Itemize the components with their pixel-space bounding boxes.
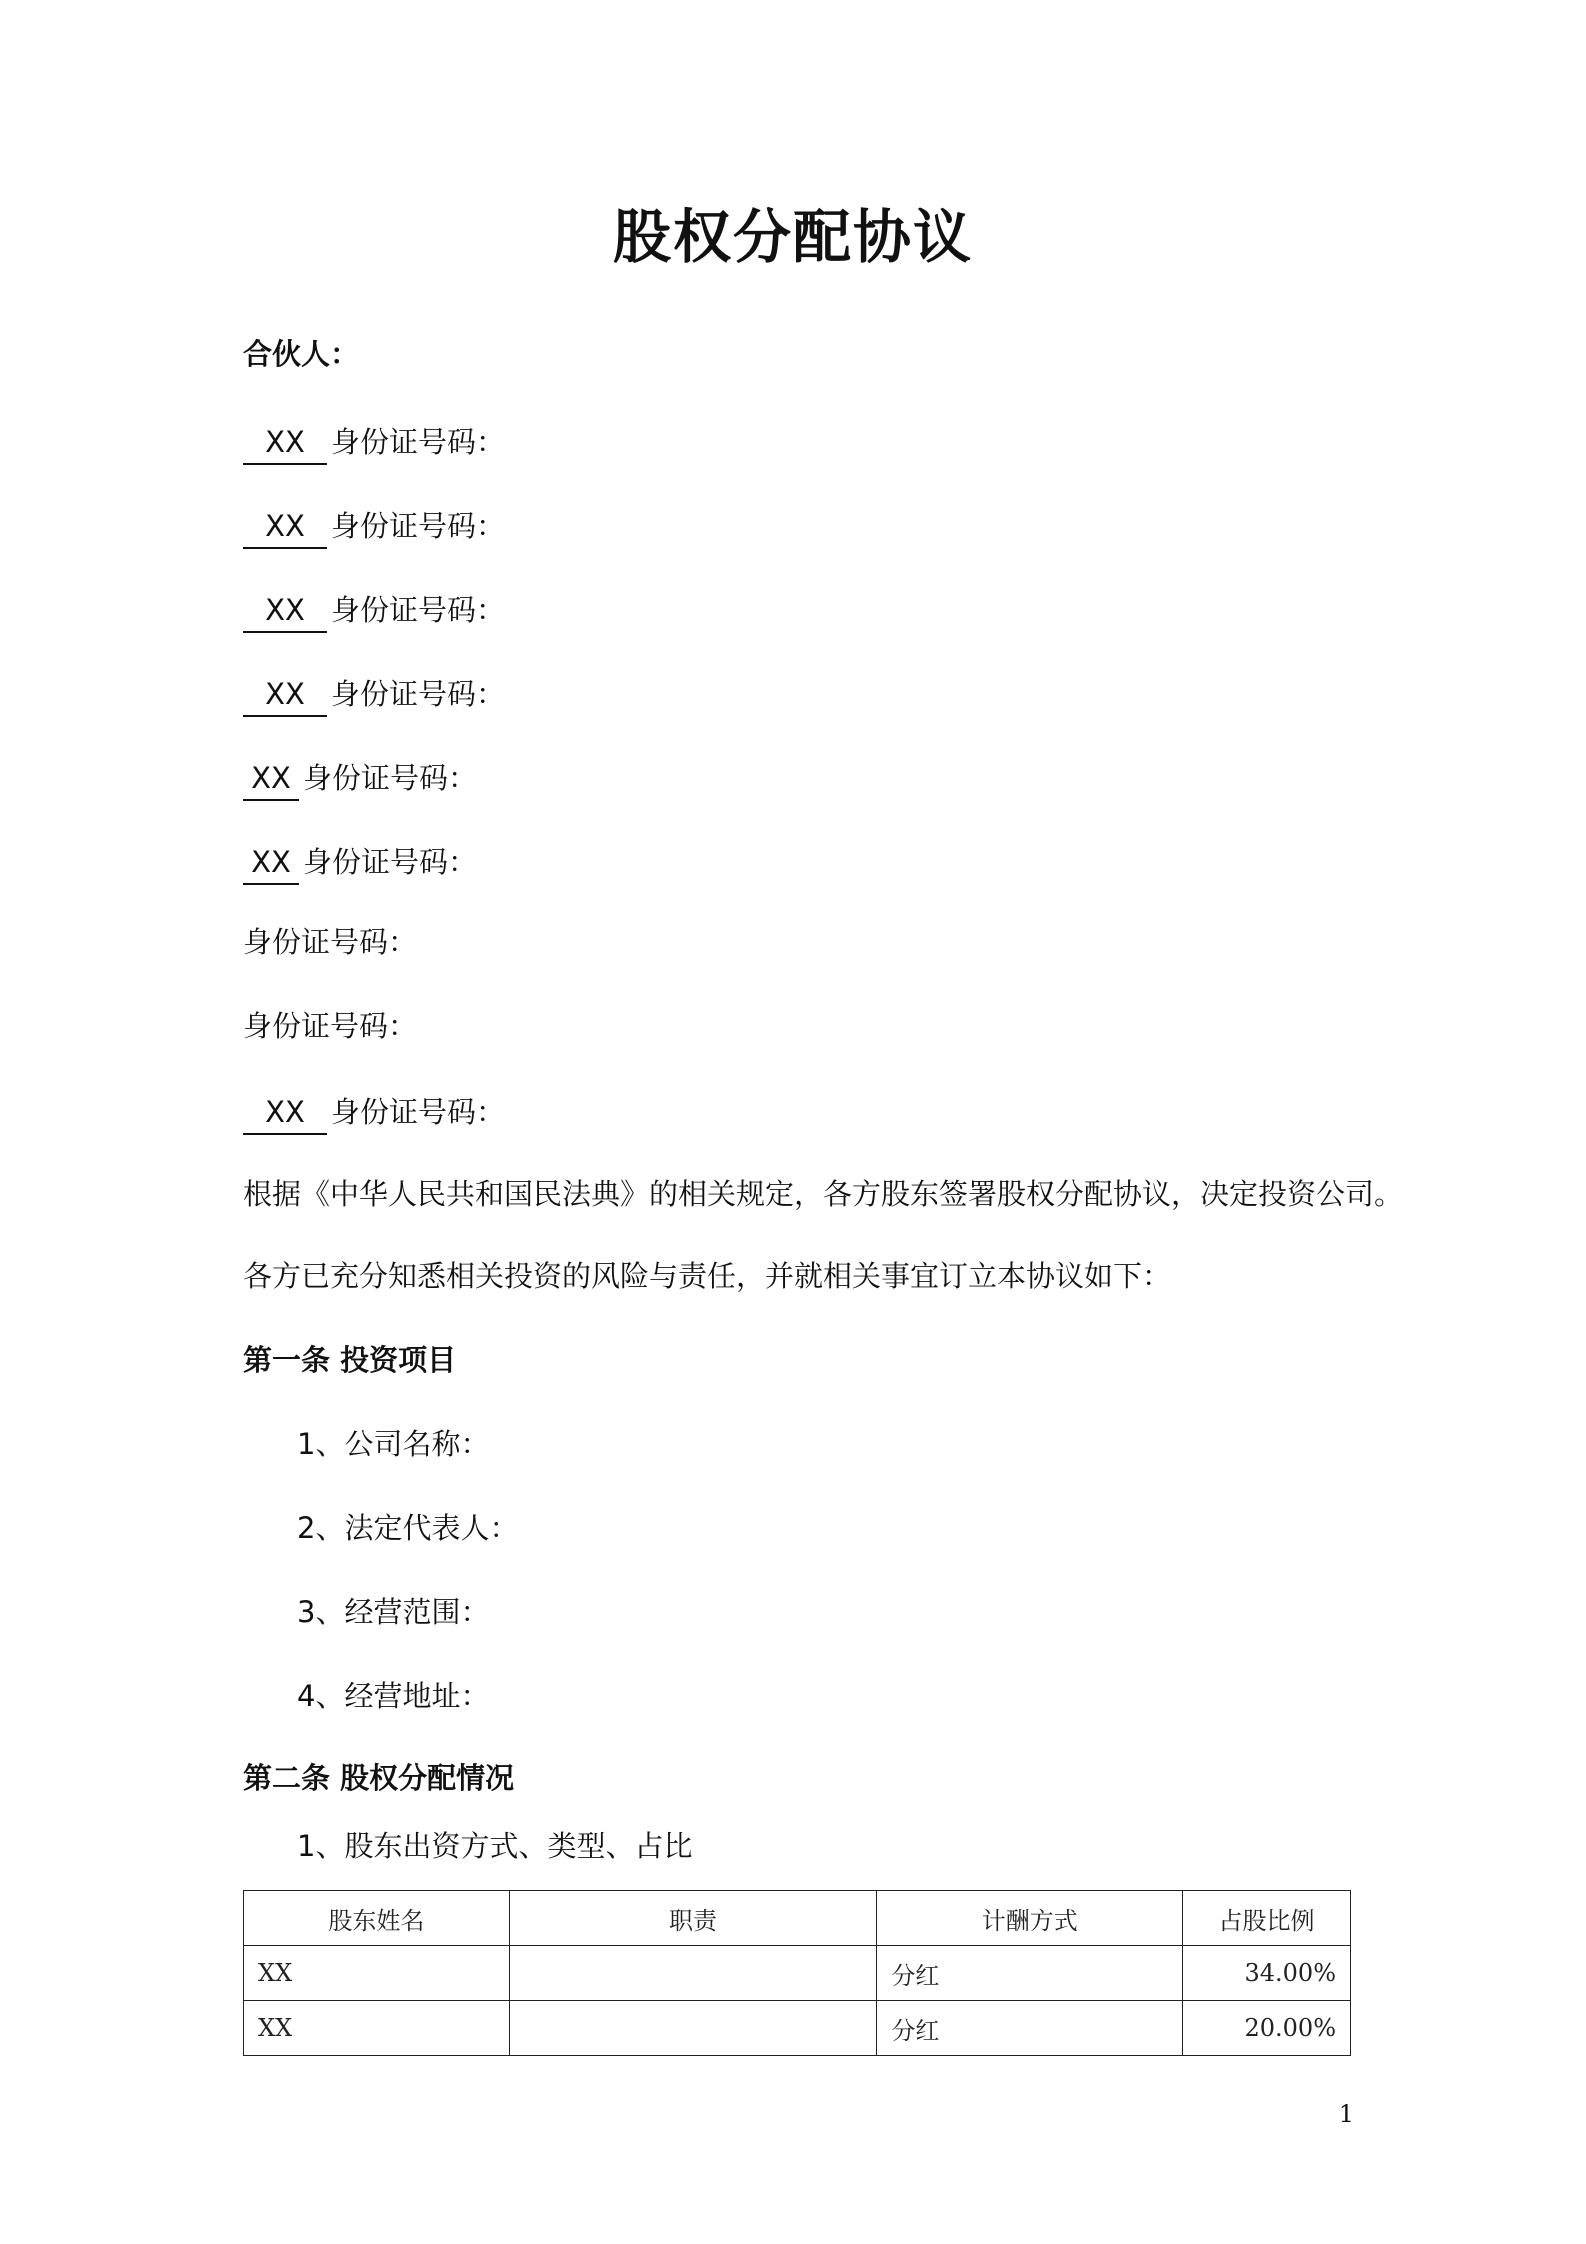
partner-line [243,761,478,801]
id-label: 身份证号码： [331,509,506,543]
partner-name: XX [243,1098,327,1135]
article-item: 3、经营范围： [297,1595,490,1629]
share-ratio-cell: 20.00% [1183,2001,1351,2056]
intro-paragraph: 根据《中华人民共和国民法典》的相关规定，各方股东签署股权分配协议，决定投资公司。 [243,1177,1404,1211]
table-row [244,1946,1351,2001]
partner-line [243,845,478,885]
partner-name: XX [243,848,299,885]
column-header: 占股比例 [1183,1891,1351,1946]
compensation-cell: 分红 [877,2001,1183,2056]
column-header: 计酬方式 [877,1891,1183,1946]
compensation-cell: 分红 [877,1946,1183,2001]
id-label: 身份证号码： [331,1095,506,1129]
article-item: 4、经营地址： [297,1679,490,1713]
partner-name: XX [243,428,327,465]
article-item: 2、法定代表人： [297,1511,519,1545]
table-header-row [244,1891,1351,1946]
article-item: 1、公司名称： [297,1427,490,1461]
id-label: 身份证号码： [243,1009,418,1043]
article-subheading: 1、股东出资方式、类型、占比 [297,1829,693,1863]
partner-name: XX [243,596,327,633]
column-header: 职责 [509,1891,877,1946]
partner-name: XX [243,512,327,549]
shareholder-name-cell: XX [244,1946,510,2001]
shareholder-name-cell: XX [244,2001,510,2056]
duty-cell [509,1946,877,2001]
partner-line [243,1095,506,1135]
article-heading: 第一条 投资项目 [243,1343,457,1377]
share-ratio-cell: 34.00% [1183,1946,1351,2001]
partner-line [243,425,506,465]
document-title: 股权分配协议 [612,203,973,271]
id-label: 身份证号码： [331,425,506,459]
page-number: 1 [1338,2100,1354,2128]
equity-table [243,1890,1351,2056]
id-label: 身份证号码： [331,593,506,627]
partner-line [243,593,506,633]
article-heading: 第二条 股权分配情况 [243,1761,515,1795]
partners-label: 合伙人： [243,337,360,371]
partner-line [243,509,506,549]
column-header: 股东姓名 [244,1891,510,1946]
partner-name: XX [243,680,327,717]
id-label: 身份证号码： [331,677,506,711]
intro-paragraph: 各方已充分知悉相关投资的风险与责任，并就相关事宜订立本协议如下： [243,1259,1172,1293]
id-label: 身份证号码： [243,925,418,959]
id-label: 身份证号码： [303,761,478,795]
partner-name: XX [243,764,299,801]
table-row [244,2001,1351,2056]
partner-line [243,677,506,717]
id-label: 身份证号码： [303,845,478,879]
duty-cell [509,2001,877,2056]
